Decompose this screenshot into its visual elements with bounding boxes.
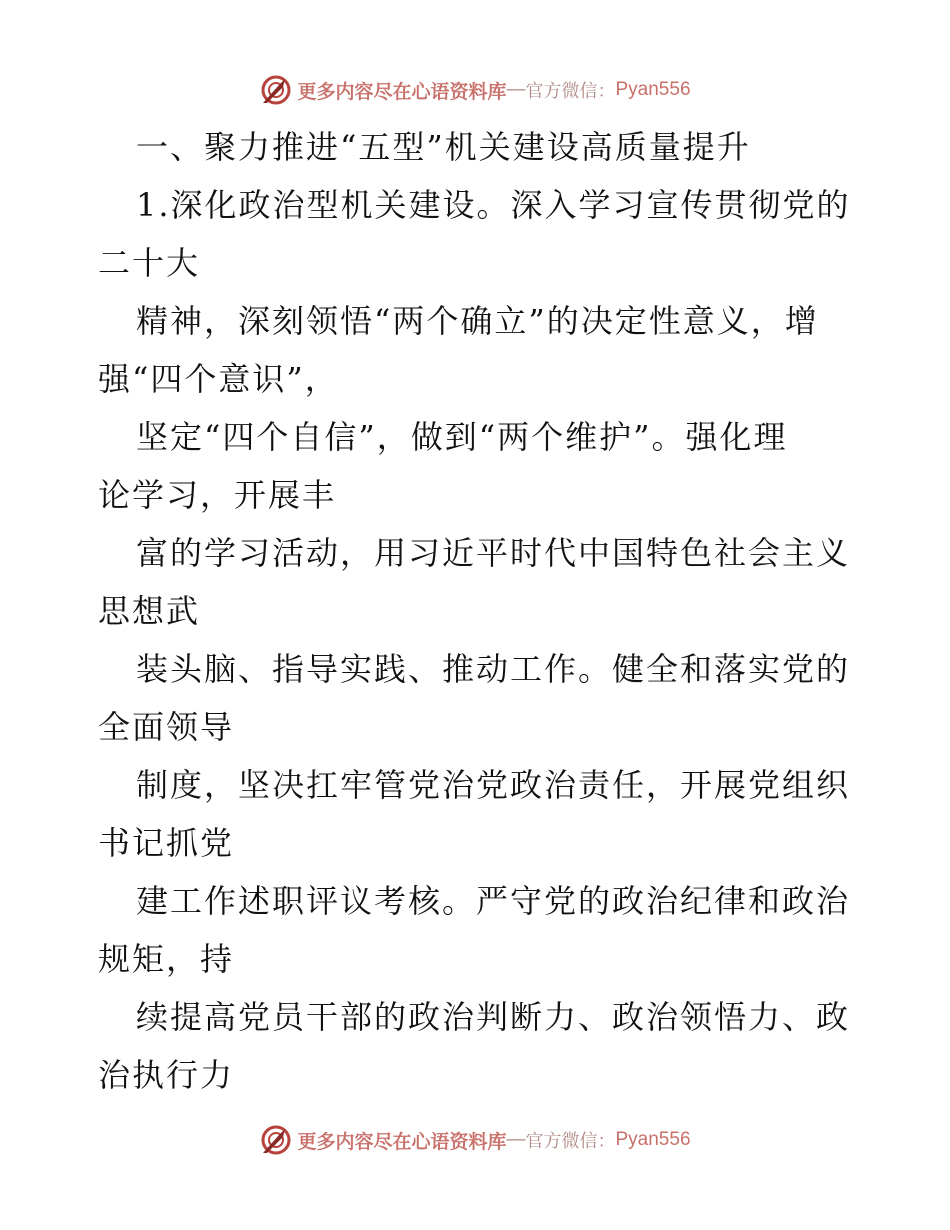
body-line: 治执行力 [98,1056,235,1094]
body-line: 强“四个意识”， [98,360,339,398]
body-line: 续提高党员干部的政治判断力、政治领悟力、政 [136,998,851,1036]
watermark-main-text: 更多内容尽在心语资料库 [297,1130,507,1153]
body-line: 富的学习活动，用习近平时代中国特色社会主义 [136,534,851,572]
watermark-wechat-id: Pyan556 [615,1129,691,1150]
body-line: 制度，坚决扛牢管党治党政治责任，开展党组织 [136,766,851,804]
header-watermark [0,70,950,110]
body-line: 论学习，开展丰 [98,476,337,514]
body-line: 装头脑、指导实践、推动工作。健全和落实党的 [136,650,851,688]
body-line: 规矩，持 [98,940,235,978]
body-line: 建工作述职评议考核。严守党的政治纪律和政治 [136,882,851,920]
footer-watermark [0,1120,950,1160]
quill-seal-icon [259,73,293,107]
watermark-wechat-label: 官方微信： [525,81,616,102]
body-line: 坚定“四个自信”，做到“两个维护”。强化理 [136,418,788,456]
watermark-separator: — [506,1129,526,1150]
watermark-wechat-id: Pyan556 [615,79,691,100]
watermark-wechat-label: 官方微信： [525,1131,616,1152]
body-line: 全面领导 [98,708,235,746]
body-line: 书记抓党 [98,824,235,862]
watermark-separator: — [506,79,526,100]
body-line: 一、聚力推进“五型”机关建设高质量提升 [136,128,751,166]
body-line: 思想武 [98,592,201,630]
body-line: 1.深化政治型机关建设。深入学习宣传贯彻党的 [136,186,851,224]
quill-seal-icon [259,1123,293,1157]
document-body [98,118,858,1104]
watermark-main-text: 更多内容尽在心语资料库 [297,80,507,103]
body-line: 二十大 [98,244,201,282]
body-line: 精神，深刻领悟“两个确立”的决定性意义，增 [136,302,819,340]
